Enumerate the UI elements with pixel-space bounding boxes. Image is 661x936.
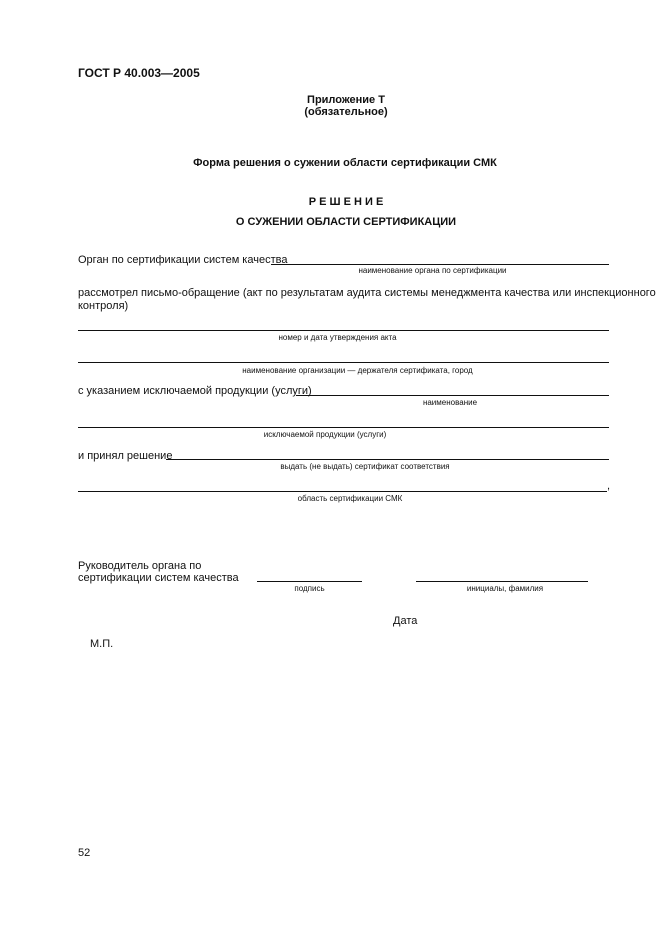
act-caption: номер и дата утверждения акта (278, 333, 397, 342)
excluded-input-line (296, 395, 609, 396)
signature-caption: подпись (294, 584, 325, 593)
excluded-label: с указанием исключаемой продукции (услуги) (78, 385, 312, 397)
organ-label: Орган по сертификации систем качества (78, 254, 288, 266)
excluded-caption-1: наименование (422, 398, 478, 407)
scope-caption: область сертификации СМК (297, 494, 403, 503)
decision-heading: Р Е Ш Е Н И Е (308, 196, 384, 208)
appendix-title: Приложение Т (307, 94, 385, 106)
organ-input-line (271, 264, 609, 265)
page-number: 52 (78, 847, 91, 859)
decision-subheading: О СУЖЕНИИ ОБЛАСТИ СЕРТИФИКАЦИИ (235, 216, 457, 228)
excluded-caption-2: исключаемой продукции (услуги) (263, 430, 387, 439)
scope-line-end: , (607, 480, 611, 492)
decision-input-line (166, 459, 609, 460)
appendix-status: (обязательное) (304, 106, 388, 118)
reviewed-text-line1: рассмотрел письмо-обращение (акт по результатам аудита системы менеджмента качества или инспекционного (78, 287, 656, 299)
stamp-label: М.П. (90, 638, 114, 650)
decision-caption: выдать (не выдать) сертификат соответствия (280, 462, 450, 471)
holder-caption: наименование организации — держателя сертификата, город (242, 366, 473, 375)
decision-label: и принял решение (78, 450, 173, 462)
act-input-line (78, 330, 609, 331)
name-line (416, 581, 588, 582)
document-code: ГОСТ Р 40.003—2005 (78, 66, 200, 80)
date-label: Дата (393, 615, 418, 627)
organ-caption: наименование органа по сертификации (358, 266, 507, 275)
holder-input-line (78, 362, 609, 363)
signatory-label-line2: сертификации систем качества (78, 572, 239, 584)
excluded-input-line-2 (78, 427, 609, 428)
signature-line (257, 581, 362, 582)
name-caption: инициалы, фамилия (466, 584, 544, 593)
reviewed-text-line2: контроля) (78, 300, 129, 312)
scope-input-line (78, 491, 607, 492)
signatory-label-line1: Руководитель органа по (78, 560, 202, 572)
form-title: Форма решения о сужении области сертификации СМК (193, 157, 497, 169)
